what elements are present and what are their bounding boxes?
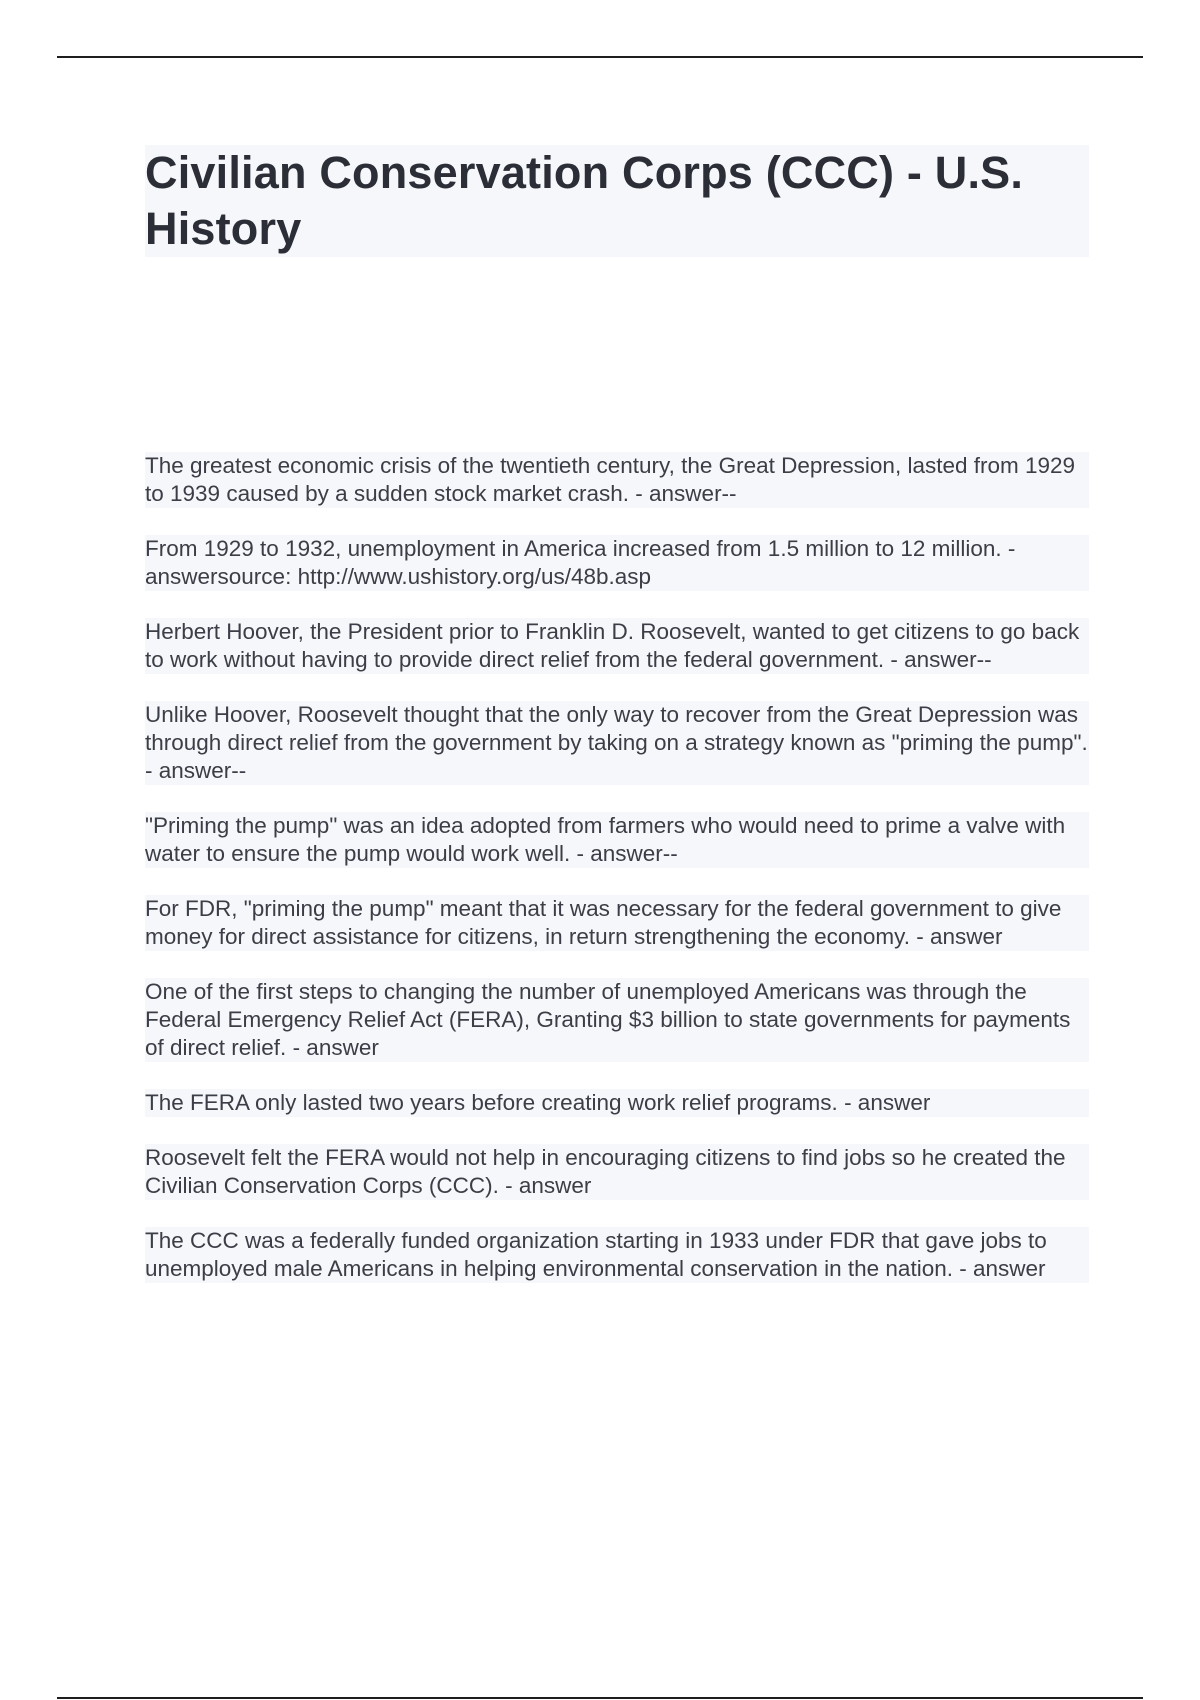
- entry-text: The FERA only lasted two years before creating work relief programs.: [145, 1090, 838, 1115]
- entry-item: [145, 452, 1089, 508]
- entry-answer-suffix: - answer: [837, 1090, 931, 1115]
- entry-answer-suffix: - answer: [286, 1035, 379, 1060]
- entry-item: [145, 1089, 1089, 1117]
- entry-text: The CCC was a federally funded organization starting in 1933 under FDR that gave jobs to unemployed male Americans in helping environmental conservation in the nation.: [145, 1228, 1054, 1281]
- entry-text: From 1929 to 1932, unemployment in America increased from 1.5 million to 12 million.: [145, 536, 1002, 561]
- entry-list: [145, 452, 1094, 1310]
- entry-answer-suffix: - answersource: http://www.ushistory.org/us/48b.asp: [145, 536, 1022, 589]
- entry-text: Roosevelt felt the FERA would not help in encouraging citizens to find jobs so he created the Civilian Conservation Corps (CCC).: [145, 1145, 1072, 1198]
- entry-item: [145, 618, 1089, 674]
- title-block: [145, 145, 1089, 257]
- entry-text: "Priming the pump" was an idea adopted from farmers who would need to prime a valve with water to ensure the pump would work well.: [145, 813, 1072, 866]
- entry-item: [145, 895, 1089, 951]
- entry-text: The greatest economic crisis of the twentieth century, the Great Depression, lasted from 1929 to 1939 caused by a sudden stock market crash.: [145, 453, 1082, 506]
- entry-item: [145, 978, 1089, 1062]
- entry-text: One of the first steps to changing the number of unemployed Americans was through the Federal Emergency Relief Act (FERA), Granting $3 billion to state governments for payments of direct relief.: [145, 979, 1077, 1060]
- entry-answer-suffix: - answer: [909, 924, 1003, 949]
- entry-answer-suffix: - answer--: [145, 730, 1094, 783]
- entry-text: Herbert Hoover, the President prior to Franklin D. Roosevelt, wanted to get citizens to go back to work without having to provide direct relief from the federal government.: [145, 619, 1086, 672]
- entry-answer-suffix: - answer--: [884, 647, 992, 672]
- entry-answer-suffix: - answer--: [629, 481, 737, 506]
- entry-item: [145, 1227, 1089, 1283]
- document-title: Civilian Conservation Corps (CCC) - U.S. History: [145, 147, 1024, 254]
- entry-item: [145, 701, 1094, 785]
- bottom-rule: [57, 1697, 1143, 1699]
- entry-answer-suffix: - answer: [498, 1173, 592, 1198]
- entry-text: For FDR, "priming the pump" meant that it was necessary for the federal government to give money for direct assistance for citizens, in return strengthening the economy.: [145, 896, 1068, 949]
- top-rule: [57, 56, 1143, 58]
- entry-text: Unlike Hoover, Roosevelt thought that the only way to recover from the Great Depression was through direct relief from the government by taking on a strategy known as "priming the pump".: [145, 702, 1088, 755]
- entry-answer-suffix: - answer: [952, 1256, 1046, 1281]
- entry-item: [145, 1144, 1089, 1200]
- entry-answer-suffix: - answer--: [570, 841, 678, 866]
- entry-item: [145, 535, 1089, 591]
- entry-item: [145, 812, 1089, 868]
